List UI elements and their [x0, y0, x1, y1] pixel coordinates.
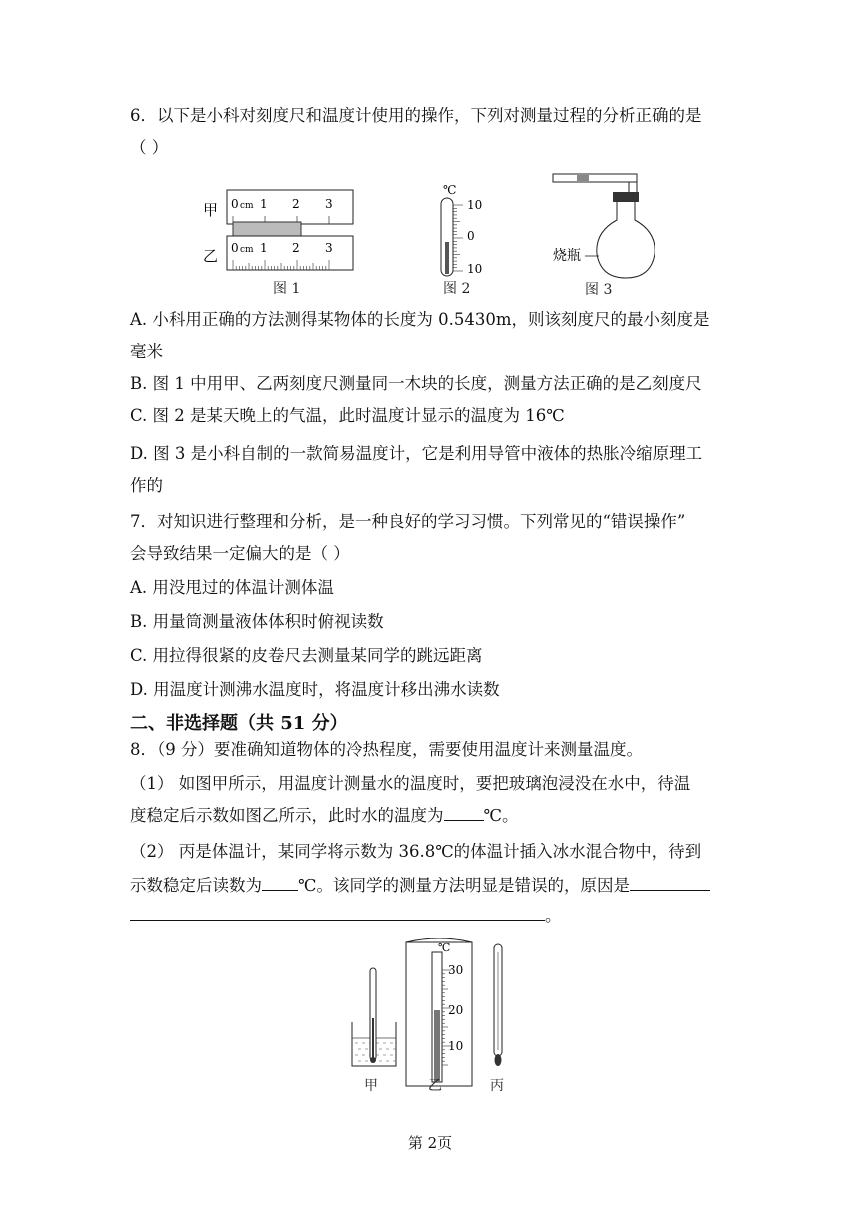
q7-option-c: C. 用拉得很紧的皮卷尺去测量某同学的跳远距离: [130, 646, 483, 665]
figure-2-caption: 图 2: [443, 281, 471, 297]
q8-stem: 8．（9 分）要准确知道物体的冷热程度，需要使用温度计来测量温度。: [130, 740, 643, 759]
q7-option-b: B. 用量筒测量液体体积时俯视读数: [130, 612, 384, 631]
q6-figure-1: [195, 180, 370, 300]
q6-option-d-line2: 作的: [130, 476, 163, 495]
stopper: [613, 192, 639, 202]
q8-part1-line1: （1） 如图甲所示，用温度计测量水的温度时，要把玻璃泡浸没在水中，待温: [130, 774, 691, 793]
svg-text:1: 1: [260, 197, 268, 211]
svg-text:2: 2: [292, 197, 300, 211]
answer-blank-3-cont[interactable]: [130, 906, 545, 921]
answer-blank-2[interactable]: [262, 876, 298, 891]
q8-part1-line2: 度稳定后示数如图乙所示，此时水的温度为 ℃。: [130, 806, 519, 825]
figure-1-caption: 图 1: [273, 281, 301, 297]
svg-text:30: 30: [448, 963, 464, 977]
svg-text:10: 10: [467, 198, 483, 212]
svg-text:0: 0: [231, 241, 239, 255]
answer-blank-1[interactable]: [444, 806, 484, 821]
svg-text:3: 3: [325, 197, 333, 211]
beaker-with-thermometer: [352, 968, 396, 1066]
wood-block: [233, 222, 301, 236]
ruler-jia-label: 甲: [203, 201, 219, 219]
q8-part2-line1: （2） 丙是体温计，某同学将示数为 36.8℃的体温计插入冰水混合物中，待到: [130, 842, 702, 861]
svg-text:cm: cm: [240, 245, 254, 255]
enlarged-thermometer-scale: [406, 938, 472, 1086]
q7-option-d: D. 用温度计测沸水温度时，将温度计移出沸水读数: [130, 680, 500, 699]
fig-yi-caption: 乙: [428, 1078, 442, 1094]
q7-stem-line2: 会导致结果一定偏大的是（ ）: [130, 544, 350, 563]
svg-text:20: 20: [448, 1003, 464, 1017]
thermometer-liquid: [445, 242, 449, 274]
q6-figure-2: [425, 180, 495, 300]
liquid-drop: [577, 175, 589, 181]
q6-option-d-line1: D. 图 3 是小科自制的一款简易温度计，它是利用导管中液体的热胀冷缩原理工: [130, 444, 703, 463]
q7-option-a: A. 用没甩过的体温计测体温: [130, 578, 334, 597]
fig-jia-caption: 甲: [364, 1078, 378, 1094]
svg-text:1: 1: [260, 241, 268, 255]
flask-label: 烧瓶: [553, 248, 581, 264]
ruler-yi-label: 乙: [203, 247, 219, 265]
answer-blank-3[interactable]: [630, 876, 710, 891]
svg-text:10: 10: [467, 262, 483, 276]
q6-option-a-line2: 毫米: [130, 342, 163, 361]
fig2-unit: ℃: [443, 183, 457, 197]
svg-text:10: 10: [448, 1039, 464, 1053]
q6-stem-line1: 6．以下是小科对刻度尺和温度计使用的操作，下列对测量过程的分析正确的是: [130, 106, 702, 125]
svg-text:2: 2: [292, 241, 300, 255]
glass-tube-horizontal: [553, 174, 637, 182]
figure-3-caption: 图 3: [585, 282, 613, 298]
svg-text:0: 0: [231, 197, 239, 211]
svg-text:0: 0: [467, 229, 475, 243]
svg-text:cm: cm: [240, 201, 254, 211]
ruler-yi-ticks: [233, 260, 329, 270]
fig2-ticks: [453, 205, 463, 271]
page-number: 第 2页: [407, 1134, 453, 1152]
clinical-thermometer: [494, 944, 502, 1066]
q7-stem-line1: 7．对知识进行整理和分析，是一种良好的学习习惯。下列常见的“错误操作”: [130, 512, 686, 531]
q8-part2-line2: 示数稳定后读数为 ℃。该同学的测量方法明显是错误的，原因是: [130, 874, 710, 898]
q6-figure-3: [545, 170, 655, 300]
q8-part2-line3: 。: [130, 904, 562, 928]
svg-text:3: 3: [325, 241, 333, 255]
q6-option-b: B. 图 1 中用甲、乙两刻度尺测量同一木块的长度，测量方法正确的是乙刻度尺: [130, 374, 702, 393]
svg-text:℃: ℃: [438, 941, 451, 954]
q6-stem-line2: （ ）: [130, 138, 169, 157]
q8-figure: [340, 938, 530, 1098]
q6-option-a-line1: A. 小科用正确的方法测得某物体的长度为 0.5430m，则该刻度尺的最小刻度是: [130, 310, 710, 329]
fig-bing-caption: 丙: [490, 1078, 504, 1094]
section-2-heading: 二、非选择题（共 51 分）: [130, 713, 348, 734]
flask: [597, 202, 655, 278]
q6-option-c: C. 图 2 是某天晚上的气温，此时温度计显示的温度为 16℃: [130, 406, 565, 425]
